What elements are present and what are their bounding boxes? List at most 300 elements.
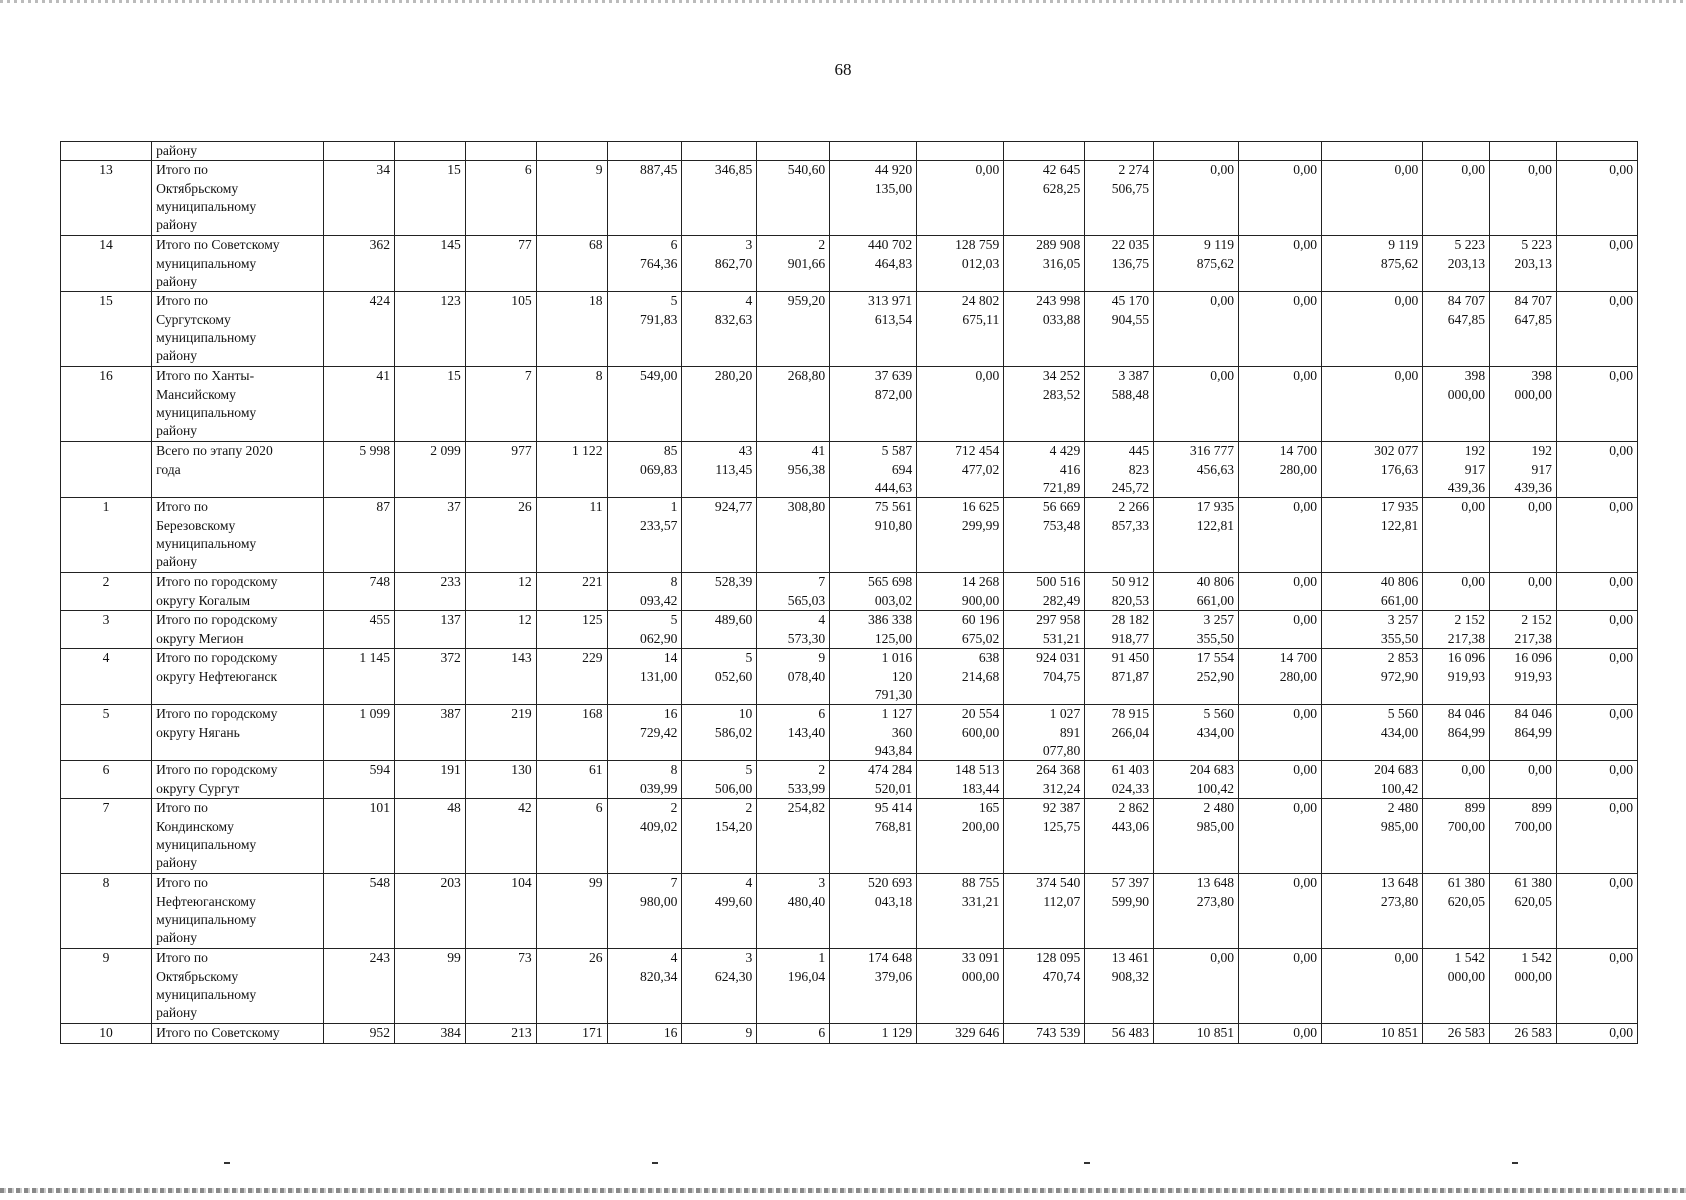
page-number: 68: [834, 60, 852, 79]
value-cell: [1490, 1024, 1557, 1043]
value: 26 583: [1514, 1025, 1552, 1041]
value: 6 764,36: [640, 237, 678, 271]
value: 540,60: [787, 162, 826, 178]
value: 3 862,70: [714, 237, 753, 271]
value-cell: [324, 573, 395, 611]
value: 6: [524, 162, 532, 178]
value: 2 266 857,33: [1111, 499, 1150, 533]
value: 5 587 694 444,63: [874, 443, 913, 495]
value: 329 646: [955, 1025, 1000, 1041]
value-cell: [757, 142, 830, 161]
value-cell: [1085, 161, 1154, 236]
value: 0,00: [1394, 368, 1419, 384]
value: 0,00: [1609, 499, 1633, 515]
value: 16: [663, 1025, 678, 1041]
value: 16 096 919,93: [1447, 650, 1486, 684]
value-cell: [682, 761, 757, 799]
value: 308,80: [787, 499, 826, 515]
value-cell: [1322, 573, 1423, 611]
value-cell: [607, 611, 682, 649]
value-cell: [1154, 949, 1239, 1024]
value-cell: [1322, 799, 1423, 874]
value-cell: [1556, 705, 1637, 761]
value-cell: [1004, 292, 1085, 367]
value-cell: [830, 161, 917, 236]
value-cell: [324, 874, 395, 949]
value-cell: [917, 705, 1004, 761]
value: 11: [589, 499, 603, 515]
municipality-name-cell: [152, 1024, 324, 1043]
value: 0,00: [1210, 293, 1235, 309]
value: 2 901,66: [787, 237, 826, 271]
value-cell: [917, 649, 1004, 705]
value: 57 397 599,90: [1111, 875, 1150, 909]
value-cell: [395, 705, 466, 761]
table-row: [61, 949, 1638, 1024]
value: 1 233,57: [640, 499, 678, 533]
value: 924,77: [714, 499, 753, 515]
value-cell: [1004, 611, 1085, 649]
value: 42 645 628,25: [1042, 162, 1081, 196]
value-cell: [1004, 874, 1085, 949]
value-cell: [1239, 611, 1322, 649]
value-cell: [917, 761, 1004, 799]
value-cell: [1004, 949, 1085, 1024]
value-cell: [1556, 799, 1637, 874]
value: 0,00: [1528, 574, 1552, 590]
value: 9: [595, 162, 603, 178]
value-cell: [1490, 292, 1557, 367]
row-number: 16: [99, 368, 113, 384]
value: 959,20: [787, 293, 826, 309]
value-cell: [1004, 142, 1085, 161]
value-cell: [830, 498, 917, 573]
value-cell: [395, 761, 466, 799]
value-cell: [1556, 573, 1637, 611]
value: 7: [524, 368, 532, 384]
value-cell: [917, 573, 1004, 611]
value: 13 461 908,32: [1111, 950, 1150, 984]
value: 1 016 120 791,30: [874, 650, 913, 702]
scan-mark: [1084, 1162, 1090, 1164]
value-cell: [1154, 705, 1239, 761]
value-cell: [395, 161, 466, 236]
value: 45 170 904,55: [1111, 293, 1150, 327]
value-cell: [917, 142, 1004, 161]
row-number-cell: [61, 367, 152, 442]
value-cell: [1154, 611, 1239, 649]
value: 5 791,83: [640, 293, 678, 327]
value: 10 586,02: [714, 706, 753, 740]
value-cell: [682, 442, 757, 498]
value: 0,00: [975, 368, 1000, 384]
municipality-name: Итого по Октябрьскому муниципальному району: [156, 950, 257, 1021]
value-cell: [1423, 442, 1490, 498]
value-cell: [1085, 573, 1154, 611]
value-cell: [1423, 236, 1490, 292]
value: 1 127 360 943,84: [874, 706, 913, 758]
value: 9 119 875,62: [1196, 237, 1235, 271]
value-cell: [536, 705, 607, 761]
value: 191: [440, 762, 461, 778]
value-cell: [607, 161, 682, 236]
value-cell: [465, 799, 536, 874]
value-cell: [682, 949, 757, 1024]
value-cell: [1490, 705, 1557, 761]
value-cell: [682, 1024, 757, 1043]
municipality-name: Итого по городскому округу Нефтеюганск: [156, 650, 278, 684]
value-cell: [757, 874, 830, 949]
row-number-cell: [61, 142, 152, 161]
value: 213: [511, 1025, 532, 1041]
value: 0,00: [1293, 1025, 1318, 1041]
value-cell: [682, 611, 757, 649]
value-cell: [1239, 1024, 1322, 1043]
value: 0,00: [1293, 762, 1318, 778]
value: 0,00: [1461, 574, 1486, 590]
value-cell: [1423, 161, 1490, 236]
value: 268,80: [787, 368, 826, 384]
value-cell: [536, 142, 607, 161]
table-row: [61, 761, 1638, 799]
value: 28 182 918,77: [1111, 612, 1150, 646]
value-cell: [1239, 705, 1322, 761]
value-cell: [1004, 799, 1085, 874]
municipality-name-cell: [152, 142, 324, 161]
value-cell: [465, 649, 536, 705]
value: 289 908 316,05: [1036, 237, 1081, 271]
table-row: [61, 236, 1638, 292]
value-cell: [324, 799, 395, 874]
value: 2 533,99: [787, 762, 826, 796]
municipality-name-cell: [152, 161, 324, 236]
value: 219: [511, 706, 532, 722]
value: 0,00: [1210, 368, 1235, 384]
value: 748: [369, 574, 390, 590]
value-cell: [536, 799, 607, 874]
value: 2 099: [430, 443, 461, 459]
value-cell: [1490, 573, 1557, 611]
value-cell: [1085, 874, 1154, 949]
value: 6 143,40: [787, 706, 826, 740]
value-cell: [395, 649, 466, 705]
value-cell: [682, 573, 757, 611]
value-cell: [1556, 142, 1637, 161]
value: 26 583: [1447, 1025, 1486, 1041]
value: 87: [376, 499, 390, 515]
value: 13 648 273,80: [1196, 875, 1235, 909]
value-cell: [536, 1024, 607, 1043]
municipality-name: Итого по Советскому: [156, 1025, 280, 1041]
value: 1 542 000,00: [1514, 950, 1552, 984]
row-number: 14: [99, 237, 113, 253]
value-cell: [465, 874, 536, 949]
value: 12: [518, 612, 532, 628]
value-cell: [682, 649, 757, 705]
value-cell: [1004, 705, 1085, 761]
value-cell: [536, 442, 607, 498]
value-cell: [1556, 611, 1637, 649]
value: 37 639 872,00: [874, 368, 913, 402]
row-number: 15: [99, 293, 113, 309]
value: 0,00: [1609, 875, 1633, 891]
value-cell: [917, 292, 1004, 367]
value-cell: [1423, 761, 1490, 799]
value: 2 274 506,75: [1111, 162, 1150, 196]
value: 10 851: [1380, 1025, 1419, 1041]
value-cell: [607, 799, 682, 874]
value: 165 200,00: [961, 800, 1000, 834]
value: 0,00: [1461, 162, 1486, 178]
value: 221: [582, 574, 603, 590]
value-cell: [1322, 649, 1423, 705]
value: 489,60: [714, 612, 753, 628]
value: 125: [582, 612, 603, 628]
value: 386 338 125,00: [868, 612, 913, 646]
value-cell: [465, 1024, 536, 1043]
value-cell: [607, 498, 682, 573]
value-cell: [1085, 442, 1154, 498]
value-cell: [1004, 498, 1085, 573]
value-cell: [1085, 236, 1154, 292]
value: 0,00: [1394, 950, 1419, 966]
value-cell: [917, 1024, 1004, 1043]
value: 22 035 136,75: [1111, 237, 1150, 271]
value-cell: [1490, 874, 1557, 949]
value: 0,00: [1293, 162, 1318, 178]
value: 0,00: [1609, 574, 1633, 590]
row-number: 8: [102, 875, 110, 891]
value-cell: [1085, 367, 1154, 442]
value-cell: [917, 799, 1004, 874]
value: 977: [511, 443, 532, 459]
value: 4 499,60: [714, 875, 753, 909]
municipality-name: Итого по Сургутскому муниципальному району: [156, 293, 257, 364]
municipality-name-cell: [152, 799, 324, 874]
value: 15: [447, 368, 461, 384]
value: 899 700,00: [1447, 800, 1486, 834]
value-cell: [917, 442, 1004, 498]
scan-mark: [1512, 1162, 1518, 1164]
scan-mark: [652, 1162, 658, 1164]
value: 0,00: [1293, 499, 1318, 515]
value-cell: [465, 949, 536, 1024]
row-number: 4: [102, 650, 110, 666]
value-cell: [1154, 161, 1239, 236]
value: 101: [369, 800, 390, 816]
value: 3 624,30: [714, 950, 753, 984]
value-cell: [395, 236, 466, 292]
value-cell: [395, 498, 466, 573]
value: 398 000,00: [1447, 368, 1486, 402]
value-cell: [1085, 949, 1154, 1024]
row-number-cell: [61, 161, 152, 236]
value: 0,00: [1293, 950, 1318, 966]
value-cell: [682, 799, 757, 874]
value-cell: [1239, 649, 1322, 705]
value-cell: [1322, 705, 1423, 761]
value-cell: [1556, 161, 1637, 236]
value-cell: [917, 949, 1004, 1024]
value: 0,00: [975, 162, 1000, 178]
value: 0,00: [1210, 162, 1235, 178]
value-cell: [1556, 442, 1637, 498]
row-number-cell: [61, 573, 152, 611]
value: 0,00: [1528, 162, 1552, 178]
value-cell: [1239, 874, 1322, 949]
value-cell: [1423, 705, 1490, 761]
value: 424: [369, 293, 390, 309]
table-row: [61, 649, 1638, 705]
value-cell: [324, 292, 395, 367]
value-cell: [682, 705, 757, 761]
value-cell: [607, 949, 682, 1024]
value: 61: [588, 762, 603, 778]
value: 0,00: [1293, 368, 1318, 384]
value: 8 093,42: [640, 574, 678, 608]
value-cell: [607, 573, 682, 611]
value-cell: [1154, 874, 1239, 949]
value-cell: [1239, 236, 1322, 292]
value: 8: [595, 368, 603, 384]
value: 5 506,00: [714, 762, 753, 796]
value: 313 971 613,54: [868, 293, 913, 327]
municipality-name-cell: [152, 236, 324, 292]
value-cell: [1239, 442, 1322, 498]
value: 0,00: [1609, 162, 1633, 178]
value: 280,20: [714, 368, 753, 384]
value-cell: [1085, 649, 1154, 705]
value: 297 958 531,21: [1036, 612, 1081, 646]
value-cell: [465, 142, 536, 161]
value-cell: [324, 442, 395, 498]
value-cell: [1556, 649, 1637, 705]
value: 95 414 768,81: [874, 800, 913, 834]
row-number: 2: [102, 574, 110, 590]
value: 17 554 252,90: [1196, 650, 1235, 684]
value-cell: [1154, 649, 1239, 705]
table-row: [61, 367, 1638, 442]
value: 192 917 439,36: [1514, 443, 1552, 495]
value-cell: [1085, 799, 1154, 874]
value: 168: [582, 706, 603, 722]
value: 34: [376, 162, 390, 178]
value-cell: [395, 1024, 466, 1043]
value: 61 380 620,05: [1514, 875, 1552, 909]
value-cell: [682, 367, 757, 442]
value-cell: [1490, 649, 1557, 705]
value: 474 284 520,01: [868, 762, 913, 796]
value-cell: [1322, 761, 1423, 799]
value: 73: [518, 950, 532, 966]
value: 594: [369, 762, 390, 778]
row-number-cell: [61, 705, 152, 761]
value: 0,00: [1609, 762, 1633, 778]
value: 43 113,45: [715, 443, 753, 477]
value: 204 683 100,42: [1374, 762, 1419, 796]
value: 77: [518, 237, 532, 253]
value-cell: [757, 649, 830, 705]
value: 5 223 203,13: [1514, 237, 1552, 271]
value-cell: [917, 367, 1004, 442]
value-cell: [536, 949, 607, 1024]
value-cell: [1556, 236, 1637, 292]
value-cell: [830, 142, 917, 161]
value: 8 039,99: [640, 762, 678, 796]
municipality-name: Итого по Кондинскому муниципальному району: [156, 800, 257, 871]
value-cell: [682, 498, 757, 573]
value: 3 480,40: [787, 875, 826, 909]
value: 387: [440, 706, 461, 722]
value: 0,00: [1293, 706, 1318, 722]
value-cell: [324, 649, 395, 705]
row-number-cell: [61, 949, 152, 1024]
value-cell: [917, 874, 1004, 949]
value-cell: [830, 799, 917, 874]
value-cell: [1556, 761, 1637, 799]
value-cell: [1154, 142, 1239, 161]
value-cell: [1556, 949, 1637, 1024]
value: 26: [518, 499, 532, 515]
value-cell: [395, 142, 466, 161]
value: 9 078,40: [787, 650, 826, 684]
value: 20 554 600,00: [961, 706, 1000, 740]
value: 0,00: [1609, 1025, 1633, 1041]
value: 4 429 416 721,89: [1042, 443, 1081, 495]
value: 15: [447, 162, 461, 178]
value-cell: [1239, 761, 1322, 799]
value: 91 450 871,87: [1111, 650, 1150, 684]
table-row: [61, 498, 1638, 573]
row-number-cell: [61, 292, 152, 367]
value-cell: [465, 161, 536, 236]
value: 99: [447, 950, 461, 966]
value: 0,00: [1609, 443, 1633, 459]
value: 0,00: [1609, 706, 1633, 722]
value: 171: [582, 1025, 603, 1041]
value: 16 729,42: [640, 706, 678, 740]
value: 2 409,02: [640, 800, 678, 834]
value: 16 096 919,93: [1514, 650, 1552, 684]
table-row: [61, 292, 1638, 367]
value-cell: [1239, 142, 1322, 161]
value-cell: [1239, 573, 1322, 611]
value-cell: [1004, 442, 1085, 498]
value-cell: [1423, 292, 1490, 367]
municipality-name-cell: [152, 874, 324, 949]
value-cell: [1490, 161, 1557, 236]
value-cell: [682, 236, 757, 292]
value: 2 154,20: [714, 800, 753, 834]
value-cell: [1490, 949, 1557, 1024]
municipality-name-cell: [152, 292, 324, 367]
value-cell: [536, 498, 607, 573]
value: 887,45: [640, 162, 678, 178]
value-cell: [536, 649, 607, 705]
value-cell: [830, 705, 917, 761]
value-cell: [830, 874, 917, 949]
value-cell: [1423, 649, 1490, 705]
value: 0,00: [1293, 800, 1318, 816]
value: 4 820,34: [640, 950, 678, 984]
value: 0,00: [1461, 499, 1486, 515]
value: 233: [440, 574, 461, 590]
value-cell: [1556, 874, 1637, 949]
value-cell: [830, 236, 917, 292]
table-row: [61, 161, 1638, 236]
value-cell: [607, 292, 682, 367]
value: 12: [518, 574, 532, 590]
